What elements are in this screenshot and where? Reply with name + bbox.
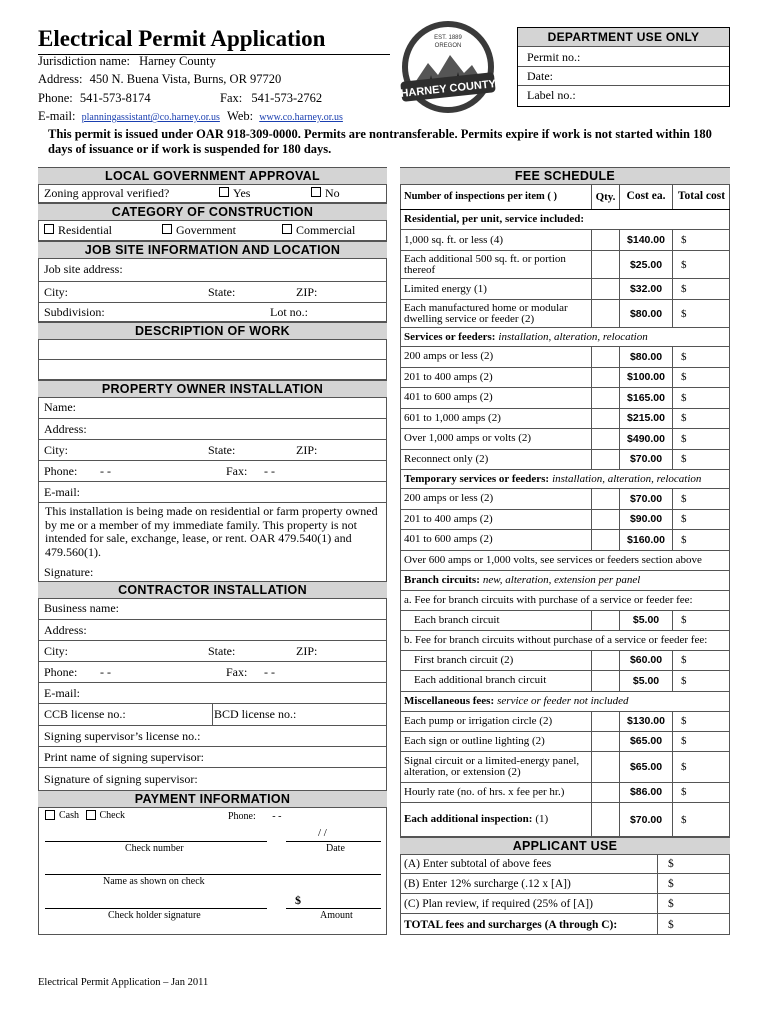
jurisdiction-line [38,54,216,69]
contractor-zip-label: ZIP: [296,643,318,658]
fee-row [400,611,730,631]
fee-row-cost: $5.00 [620,671,673,691]
fee-row-cost: $25.00 [620,251,673,278]
department-use-title: DEPARTMENT USE ONLY [518,28,729,47]
fee-row-desc: Hourly rate (no. of hrs. x fee per hr.) [400,783,592,802]
fee-row-desc: Reconnect only (2) [400,450,592,470]
business-name-field[interactable] [38,598,387,620]
temporary-section-header-bold: Temporary services or feeders: [404,472,550,485]
misc-section-header-italic: service or feeder not included [497,694,629,707]
jobsite-address-label: Job site address: [44,262,123,276]
fee-row-qty-field[interactable] [592,409,620,429]
fee-row-total-field[interactable]: $ [681,453,687,466]
owner-state-label: State: [208,442,236,457]
owner-address-field[interactable] [38,419,387,440]
fee-row-qty-field[interactable] [592,347,620,367]
payment-method-row [45,810,125,821]
fee-row-desc: 601 to 1,000 amps (2) [400,409,592,429]
owner-phone-row[interactable] [38,461,387,482]
fax-value: 541-573-2762 [251,91,323,105]
fee-row-desc: Each pump or irrigation circle (2) [400,712,592,731]
email-line [38,109,343,124]
payment-info-header: PAYMENT INFORMATION [38,790,387,808]
phone-line [38,91,151,106]
check-number-caption: Check number [125,843,184,854]
each-add-label: Each additional inspection: [404,813,533,826]
fee-row-total-field[interactable]: $ [681,391,687,404]
fee-row [400,752,730,783]
jobsite-header: JOB SITE INFORMATION AND LOCATION [38,241,387,259]
fee-row-qty-field[interactable] [592,783,620,802]
fee-row-desc: Each manufactured home or modular dwelling service or feeder (2) [400,300,592,327]
fee-row-desc: 201 to 400 amps (2) [400,510,592,530]
fee-row [400,732,730,752]
fee-row-qty-field[interactable] [592,368,620,388]
fee-row-qty-field[interactable] [592,530,620,550]
description-header: DESCRIPTION OF WORK [38,322,387,340]
owner-signature-label: Signature: [44,565,94,579]
fee-row-total-field[interactable]: $ [681,350,687,363]
col-total-header: Total cost [677,190,726,202]
owner-email-field[interactable] [38,482,387,503]
payment-phone-dashes: - - [272,811,282,822]
fee-row-qty-field[interactable] [592,671,620,691]
branch-section-header-bold: Branch circuits: [404,573,480,586]
commercial-label: Commercial [296,222,356,237]
fee-row-qty-field[interactable] [592,230,620,250]
branch-b-note: b. Fee for branch circuits without purchase of a service or feeder fee: [400,631,730,651]
subdivision-row[interactable] [38,303,387,322]
fax-label: Fax: [220,91,243,105]
zoning-label: Zoning approval verified? [44,185,170,200]
fee-row-total-field[interactable]: $ [681,513,687,526]
fee-row-cost: $130.00 [620,712,673,731]
address-line [38,72,281,87]
fee-row-desc: 401 to 600 amps (2) [400,530,592,550]
fee-row-total-field[interactable]: $ [681,234,687,246]
fee-row-cost: $165.00 [620,388,673,408]
over-600-note: Over 600 amps or 1,000 volts, see services or feeders section above [400,551,730,571]
services-section-header-bold: Services or feeders: [404,330,496,343]
fee-row-cost: $32.00 [620,279,673,299]
supervisor-license-label: Signing supervisor’s license no.: [44,728,201,743]
contractor-phone-label: Phone: [44,664,78,679]
fee-row-qty-field[interactable] [592,651,620,671]
amount-line[interactable] [286,908,381,909]
supervisor-print-label: Print name of signing supervisor: [44,749,204,764]
jobsite-address-field[interactable] [38,258,387,282]
misc-section-header-bold: Miscellaneous fees: [404,694,495,707]
holder-signature-caption: Check holder signature [108,910,201,921]
page-title-text: Electrical Permit Application [38,26,326,51]
name-on-check-caption: Name as shown on check [103,876,205,887]
zoning-no-checkbox[interactable] [311,187,321,197]
contractor-city-row[interactable] [38,641,387,662]
applicant-row [400,854,730,874]
owner-signature-field[interactable] [38,564,387,581]
owner-city-label: City: [44,442,69,457]
residential-checkbox[interactable] [44,224,54,234]
description-line-1[interactable] [38,339,387,360]
fee-row-cost: $5.00 [620,611,673,630]
fee-row-total-field[interactable]: $ [681,307,687,320]
fee-row-cost: $80.00 [620,300,673,327]
fee-row [400,783,730,803]
contractor-city-label: City: [44,643,69,658]
contractor-phone-dashes: - - [100,664,111,679]
contractor-phone-row[interactable] [38,662,387,683]
applicant-row [400,874,730,894]
fee-row-total-field[interactable]: $ [681,614,687,626]
fee-row [400,368,730,389]
fee-row [400,450,730,471]
date-caption: Date [326,843,345,854]
fee-row-qty-field[interactable] [592,251,620,278]
fee-row [400,230,730,251]
fee-row [400,671,730,692]
seal-name-text: HARNEY COUNTY [399,78,497,100]
fee-row-qty-field[interactable] [592,611,620,630]
fee-row-cost: $80.00 [620,347,673,367]
fee-row-desc: Limited energy (1) [400,279,592,299]
applicant-total-label: TOTAL fees and surcharges (A through C): [400,914,658,935]
check-checkbox[interactable] [86,810,96,820]
services-section-header-italic: installation, alteration, relocation [498,330,648,343]
fee-row-desc: 401 to 600 amps (2) [400,388,592,408]
misc-section-header [400,692,730,712]
fee-row-cost: $70.00 [620,450,673,470]
supervisor-print-field[interactable] [38,747,387,768]
fee-row-total-field[interactable]: $ [681,654,687,667]
fee-row-cost: $140.00 [620,230,673,250]
applicant-total-field[interactable]: $ [668,918,674,931]
amount-dollar-sign: $ [295,893,301,907]
fee-row [400,530,730,551]
phone-label: Phone: [38,91,73,105]
each-add-qty-field[interactable] [592,803,620,838]
seal-est-text: EST. 1889 [434,35,462,41]
applicant-row-total-field[interactable]: $ [668,897,674,910]
fee-row-total-field[interactable]: $ [681,533,687,546]
check-label: Check [99,810,126,821]
applicant-row-desc: (A) Enter subtotal of above fees [400,854,658,873]
business-name-label: Business name: [44,601,119,615]
fee-row-desc: Over 1,000 amps or volts (2) [400,429,592,449]
government-label: Government [176,222,236,237]
owner-city-row[interactable] [38,440,387,461]
fee-row-total-field[interactable]: $ [681,371,687,384]
zoning-no-label: No [325,185,340,200]
fee-row-total-field[interactable]: $ [681,283,687,295]
jobsite-city-row[interactable] [38,282,387,303]
address-value: 450 N. Buena Vista, Burns, OR 97720 [89,72,282,86]
fee-row-qty-field[interactable] [592,732,620,751]
footer-text: Electrical Permit Application – Jan 2011 [38,977,209,988]
department-use-box [517,27,730,107]
contractor-installation-header: CONTRACTOR INSTALLATION [38,581,387,599]
applicant-row-desc: (C) Plan review, if required (25% of [A]) [400,894,658,913]
fee-row [400,409,730,430]
temporary-section-header-italic: installation, alteration, relocation [552,472,702,485]
fee-row-desc: Each additional branch circuit [400,671,592,691]
jobsite-zip-label: ZIP: [296,284,318,299]
fee-column-headers [400,184,730,210]
fee-row [400,651,730,672]
supervisor-license-field[interactable] [38,726,387,747]
fee-row-qty-field[interactable] [592,712,620,731]
owner-zip-label: ZIP: [296,442,318,457]
fee-row-total-field[interactable]: $ [681,760,687,773]
label-no-field[interactable]: Label no.: [527,88,576,102]
amount-caption: Amount [320,910,353,921]
cash-checkbox[interactable] [45,810,55,820]
fee-row [400,388,730,409]
web-label: Web: [227,109,254,123]
zoning-yes-label: Yes [233,185,251,200]
fee-row-desc: Each additional 500 sq. ft. or portion thereof [400,251,592,278]
owner-installation-header: PROPERTY OWNER INSTALLATION [38,380,387,398]
residential-label: Residential [58,222,112,237]
jobsite-state-label: State: [208,284,236,299]
fee-row [400,510,730,531]
col-qty-header: Qty. [592,184,620,209]
fee-row-qty-field[interactable] [592,279,620,299]
fee-row [400,279,730,300]
license-divider [212,704,213,726]
check-number-line[interactable] [45,841,267,842]
residential-section-header [400,210,730,230]
fee-row-cost: $90.00 [620,510,673,530]
contractor-address-label: Address: [44,622,87,637]
fee-row-total-field[interactable]: $ [681,432,687,445]
contractor-email-label: E-mail: [44,685,80,700]
applicant-total-row [400,914,730,935]
each-additional-inspection-row [400,803,730,838]
applicant-row-desc: (B) Enter 12% surcharge (.12 x [A]) [400,874,658,893]
supervisor-sign-label: Signature of signing supervisor: [44,771,198,786]
owner-name-field[interactable] [38,397,387,419]
fee-row [400,251,730,279]
owner-statement: This installation is being made on residential or farm property owned by me or a member of my immediate family. This property is not intended for sale, exchange, lease, or rent. OAR 479.540(1) and 479.560(1). [45,504,378,559]
fee-row-cost: $70.00 [620,489,673,509]
fee-row-cost: $86.00 [620,783,673,802]
email-link[interactable]: planningassistant@co.harney.or.us [81,112,220,123]
permit-no-field[interactable]: Permit no.: [518,47,729,67]
each-add-total-field[interactable]: $ [681,813,687,826]
address-label: Address: [38,72,83,86]
web-link[interactable]: www.co.harney.or.us [259,112,343,123]
fee-row-total-field[interactable]: $ [681,412,687,425]
fee-row-qty-field[interactable] [592,300,620,327]
each-add-count: (1) [535,813,549,826]
fee-row [400,300,730,328]
fee-row-desc: Each sign or outline lighting (2) [400,732,592,751]
fee-row-total-field[interactable]: $ [681,492,687,505]
contractor-email-field[interactable] [38,683,387,704]
fee-row-desc: 1,000 sq. ft. or less (4) [400,230,592,250]
contractor-address-field[interactable] [38,620,387,641]
owner-email-label: E-mail: [44,484,80,499]
fee-row-desc: 200 amps or less (2) [400,489,592,509]
page-title [38,26,390,55]
services-section-header [400,328,730,347]
fee-row-total-field[interactable]: $ [681,715,687,727]
fee-row-cost: $65.00 [620,732,673,751]
payment-phone-label: Phone: [228,811,256,822]
fee-row-total-field[interactable]: $ [681,786,687,798]
contractor-state-label: State: [208,643,236,658]
col-cost-header: Cost ea. [620,184,673,209]
zoning-yes-checkbox[interactable] [219,187,229,197]
category-header: CATEGORY OF CONSTRUCTION [38,203,387,221]
owner-phone-dashes: - - [100,463,111,478]
fee-row-qty-field[interactable] [592,752,620,782]
fee-row-cost: $215.00 [620,409,673,429]
branch-a-note: a. Fee for branch circuits with purchase of a service or feeder fee: [400,591,730,611]
supervisor-sign-field[interactable] [38,768,387,790]
fee-row-desc: Each branch circuit [400,611,592,630]
fee-row-qty-field[interactable] [592,489,620,509]
zoning-row [38,184,387,203]
fee-row-cost: $490.00 [620,429,673,449]
jobsite-city-label: City: [44,284,69,299]
payment-phone[interactable] [228,811,281,822]
fee-row-total-field[interactable]: $ [681,258,687,271]
fee-row-total-field[interactable]: $ [681,674,687,687]
fee-row-qty-field[interactable] [592,429,620,449]
bcd-license-label: BCD license no.: [214,707,297,721]
each-add-cost: $70.00 [620,803,673,838]
local-gov-approval-header: LOCAL GOVERNMENT APPROVAL [38,167,387,185]
temporary-section-header [400,470,730,489]
fee-row [400,429,730,450]
fee-row-desc: 200 amps or less (2) [400,347,592,367]
fee-row-cost: $100.00 [620,368,673,388]
cash-label: Cash [59,810,79,821]
fee-row-qty-field[interactable] [592,388,620,408]
applicant-row-total-field[interactable]: $ [668,857,674,870]
fee-row-cost: $65.00 [620,752,673,782]
name-on-check-line[interactable] [45,874,381,875]
fee-row [400,347,730,368]
contractor-fax-dashes: - - [264,664,275,679]
fee-row [400,712,730,732]
government-checkbox[interactable] [162,224,172,234]
branch-section-header-italic: new, alteration, extension per panel [482,573,641,586]
fee-schedule-header: FEE SCHEDULE [400,167,730,185]
date-field[interactable]: Date: [518,67,729,86]
holder-signature-line[interactable] [45,908,267,909]
fee-row-qty-field[interactable] [592,450,620,470]
jurisdiction-label: Jurisdiction name: [38,54,130,68]
description-line-2[interactable] [38,360,387,380]
applicant-row [400,894,730,914]
applicant-row-total-field[interactable]: $ [668,877,674,890]
fee-row-desc: 201 to 400 amps (2) [400,368,592,388]
category-row [38,220,387,241]
owner-name-label: Name: [44,400,76,414]
fee-row-cost: $60.00 [620,651,673,671]
col-desc-header: Number of inspections per item ( ) [400,184,592,209]
owner-fax-dashes: - - [264,463,275,478]
permit-notice: This permit is issued under OAR 918-309-0000. Permits are nontransferable. Permits expire if work is not started within 180 days of issuance or if work is suspended for 180 days. [48,127,712,156]
fax-line [220,91,322,106]
fee-row-desc: First branch circuit (2) [400,651,592,671]
seal-state-text: OREGON [434,43,462,49]
commercial-checkbox[interactable] [282,224,292,234]
owner-phone-label: Phone: [44,463,78,478]
fee-row-desc: Signal circuit or a limited-energy panel, alteration, or extension (2) [400,752,592,782]
residential-section-header-bold: Residential, per unit, service included: [404,213,585,225]
county-seal-logo [398,17,498,117]
fee-row [400,489,730,510]
email-label: E-mail: [38,109,76,123]
phone-value: 541-573-8174 [79,91,151,105]
ccb-license-label: CCB license no.: [44,707,126,721]
applicant-use-header: APPLICANT USE [400,837,730,855]
date-slashes: / / [318,827,327,839]
date-line[interactable] [286,841,381,842]
fee-row-qty-field[interactable] [592,510,620,530]
fee-row-total-field[interactable]: $ [681,735,687,747]
contractor-fax-label: Fax: [226,664,248,679]
lot-no-label: Lot no.: [270,304,308,319]
fee-row-cost: $160.00 [620,530,673,550]
owner-fax-label: Fax: [226,463,248,478]
owner-address-label: Address: [44,421,87,436]
jurisdiction-value: Harney County [139,54,216,68]
subdivision-label: Subdivision: [44,304,105,319]
branch-section-header [400,571,730,591]
